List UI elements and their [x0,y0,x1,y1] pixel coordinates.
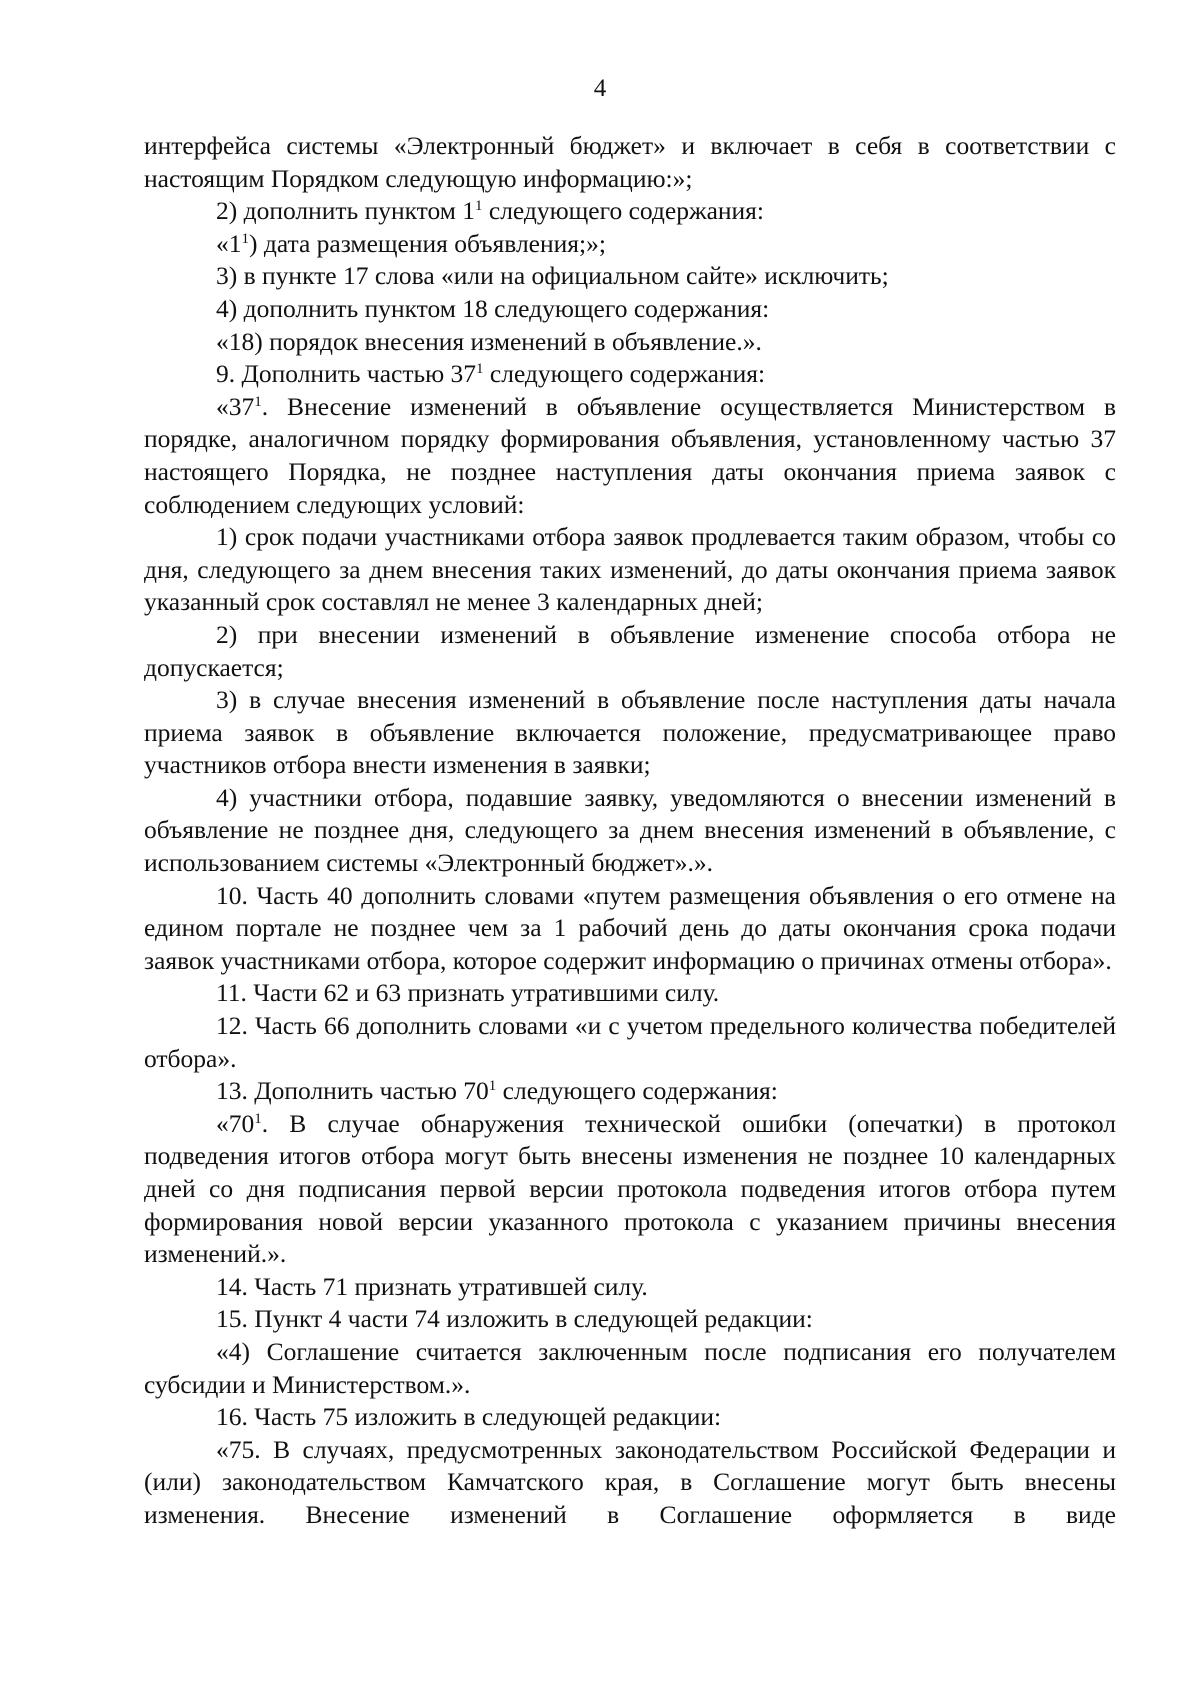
paragraph: 3) в случае внесения изменений в объявление после наступления даты начала приема заявок в объявление включается положение, предусматривающее право участников отбора внести изменения в заявки; [144,685,1116,780]
paragraph: 1) срок подачи участниками отбора заявок продлевается таким образом, чтобы со дня, следующего за днем внесения таких изменений, до даты окончания приема заявок указанный срок составлял не менее 3 календарных дней; [144,522,1116,617]
paragraph: «$70^1$. В случае обнаружения технической ошибки (опечатки) в протокол подведения итогов отбора могут быть внесены изменения не позднее 10 календарных дней со дня подписания первой версии протокола подведения итогов отбора путем формирования новой версии указанного протокола с указанием причины внесения изменений.». [144,1108,1116,1269]
paragraph: 2) при внесении изменений в объявление изменение способа отбора не допускается; [144,619,1116,682]
paragraph: 12. Часть 66 дополнить словами «и с учетом предельного количества победителей отбора». [144,1011,1116,1073]
paragraph: интерфейса системы «Электронный бюджет» и включает в себя в соответствии с настоящим Порядком следующую информацию:»; [144,131,1116,193]
page-number: 4 [593,75,607,102]
paragraph: 15. Пункт 4 части 74 изложить в следующей редакции: [216,1304,813,1334]
paragraph: «4) Соглашение считается заключенным после подписания его получателем субсидии и Министерством.». [144,1336,1116,1399]
paragraph: 16. Часть 75 изложить в следующей редакции: [216,1402,722,1432]
paragraph: «18) порядок внесения изменений в объявление.». [216,326,762,356]
paragraph: «$1^1$) дата размещения объявления;»; [216,228,606,258]
paragraph: 4) участники отбора, подавшие заявку, уведомляются о внесении изменений в объявление не позднее дня, следующего за днем внесения изменений в объявление, с использованием системы «Электронный бюджет».». [144,782,1116,878]
paragraph: 9. Дополнить частью $37^1$ следующего содержания: [216,359,766,389]
paragraph: 11. Части 62 и 63 признать утратившими силу. [216,978,720,1008]
paragraph: 3) в пункте 17 слова «или на официальном сайте» исключить; [216,261,889,291]
paragraph: 10. Часть 40 дополнить словами «путем размещения объявления о его отмене на едином портале не позднее чем за 1 рабочий день до даты окончания срока подачи заявок участниками отбора, которое содержит информацию о причинах отмены отбора». [144,880,1116,975]
paragraph: «75. В случаях, предусмотренных законодательством Российской Федерации и (или) законодательством Камчатского края, в Соглашение могут быть внесены изменения. Внесение изменений в Соглашение оформляется в виде [144,1434,1116,1529]
paragraph: 2) дополнить пунктом $1^1$ следующего содержания: [216,196,764,226]
paragraph: 13. Дополнить частью $70^1$ следующего содержания: [216,1076,778,1106]
paragraph: 4) дополнить пунктом 18 следующего содержания: [216,293,770,323]
paragraph: «$37^1$. Внесение изменений в объявление осуществляется Министерством в порядке, аналогичном порядку формирования объявления, установленному частью 37 настоящего Порядка, не позднее наступления даты окончания приема заявок с соблюдением следующих условий: [144,391,1116,519]
document-body [144,130,1116,1532]
paragraph: 14. Часть 71 признать утратившей силу. [216,1271,648,1301]
